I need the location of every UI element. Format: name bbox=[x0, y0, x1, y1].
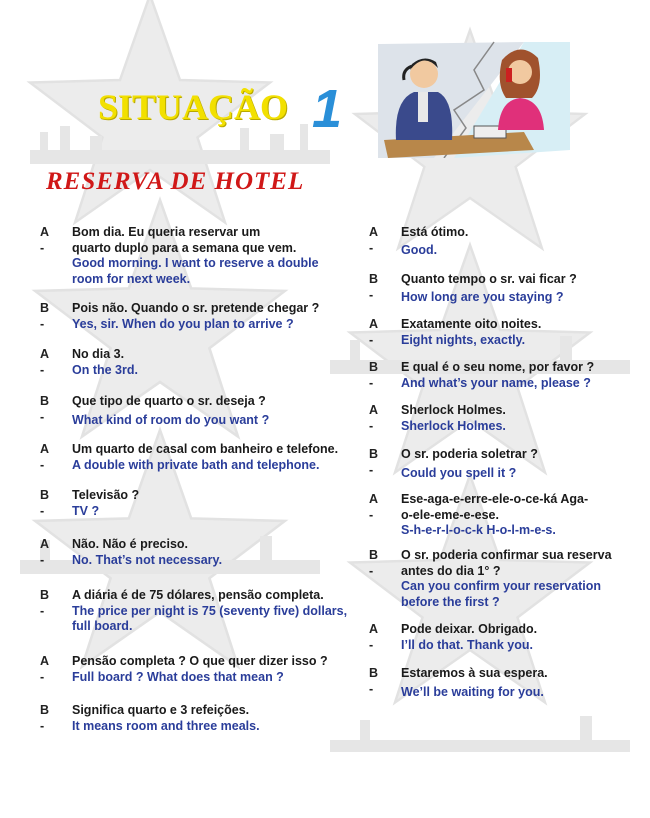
english-line: On the 3rd. bbox=[72, 362, 138, 377]
english-line: A double with private bath and telephone. bbox=[72, 457, 320, 472]
title-reserva-de-hotel: RESERVA DE HOTEL bbox=[46, 168, 305, 195]
speaker-label: A - bbox=[40, 347, 49, 377]
speaker-label: B - bbox=[40, 588, 50, 618]
english-line: It means room and three meals. bbox=[72, 718, 260, 733]
portuguese-line: o-ele-eme-e-ese. bbox=[401, 507, 499, 522]
english-line: Sherlock Holmes. bbox=[401, 418, 506, 433]
english-line: Good. bbox=[401, 242, 438, 257]
english-line: The price per night is 75 (seventy five) dollars, bbox=[72, 603, 348, 618]
english-line: Eight nights, exactly. bbox=[401, 332, 526, 347]
portuguese-line: Está ótimo. bbox=[401, 225, 469, 239]
portuguese-line: O sr. poderia confirmar sua reserva bbox=[401, 548, 612, 562]
english-line: No. That’s not necessary. bbox=[72, 552, 223, 567]
title-situacao: SITUAÇÃO bbox=[98, 87, 289, 127]
portuguese-line: Não. Não é preciso. bbox=[72, 537, 189, 551]
english-line: room for next week. bbox=[72, 271, 191, 286]
portuguese-line: Bom dia. Eu queria reservar um bbox=[72, 225, 261, 239]
speaker-label: A - bbox=[40, 537, 49, 567]
speaker-label: B - bbox=[369, 548, 379, 578]
speaker-label: B - bbox=[40, 394, 50, 424]
speaker-label: A - bbox=[369, 622, 378, 652]
speaker-label: B - bbox=[40, 488, 50, 518]
portuguese-line: Que tipo de quarto o sr. deseja ? bbox=[72, 394, 266, 408]
portuguese-line: Pois não. Quando o sr. pretende chegar ? bbox=[72, 301, 320, 315]
english-line: We’ll be waiting for you. bbox=[401, 684, 544, 699]
speaker-label: A - bbox=[40, 225, 49, 255]
portuguese-line: A diária é de 75 dólares, pensão completa. bbox=[72, 588, 324, 602]
speaker-label: A - bbox=[369, 225, 378, 255]
portuguese-line: Estaremos à sua espera. bbox=[401, 666, 548, 680]
english-line: before the first ? bbox=[401, 594, 500, 609]
portuguese-line: Significa quarto e 3 refeições. bbox=[72, 703, 250, 717]
english-line: Yes, sir. When do you plan to arrive ? bbox=[72, 316, 294, 331]
speaker-label: A - bbox=[369, 403, 378, 433]
speaker-label: A - bbox=[40, 442, 49, 472]
speaker-label: B - bbox=[40, 703, 50, 733]
english-line: S-h-e-r-l-o-c-k H-o-l-m-e-s. bbox=[401, 523, 556, 537]
english-line: Could you spell it ? bbox=[401, 465, 517, 480]
portuguese-line: Pode deixar. Obrigado. bbox=[401, 622, 538, 636]
portuguese-line: antes do dia 1° ? bbox=[401, 563, 501, 578]
portuguese-line: Exatamente oito noites. bbox=[401, 317, 542, 331]
english-line: Good morning. I want to reserve a double bbox=[72, 256, 319, 270]
portuguese-line: Pensão completa ? O que quer dizer isso ? bbox=[72, 654, 328, 668]
portuguese-line: Ese-aga-e-erre-ele-o-ce-ká Aga- bbox=[401, 492, 589, 506]
speaker-label: B - bbox=[369, 360, 379, 390]
portuguese-line: Um quarto de casal com banheiro e telefone. bbox=[72, 442, 339, 456]
portuguese-line: E qual é o seu nome, por favor ? bbox=[401, 360, 595, 374]
english-line: And what’s your name, please ? bbox=[401, 375, 591, 390]
english-line: How long are you staying ? bbox=[401, 289, 564, 304]
english-line: TV ? bbox=[72, 503, 100, 518]
portuguese-line: Quanto tempo o sr. vai ficar ? bbox=[401, 272, 577, 286]
portuguese-line: quarto duplo para a semana que vem. bbox=[72, 240, 297, 255]
english-line: I’ll do that. Thank you. bbox=[401, 637, 533, 652]
portuguese-line: Televisão ? bbox=[72, 488, 140, 502]
phone-call-illustration bbox=[374, 40, 570, 158]
english-line: full board. bbox=[72, 619, 133, 633]
portuguese-line: No dia 3. bbox=[72, 347, 125, 361]
speaker-label: A - bbox=[369, 317, 378, 347]
english-line: Full board ? What does that mean ? bbox=[72, 669, 284, 684]
speaker-label: B - bbox=[369, 272, 379, 302]
speaker-label: A - bbox=[369, 492, 378, 522]
english-line: What kind of room do you want ? bbox=[72, 412, 270, 427]
portuguese-line: Sherlock Holmes. bbox=[401, 403, 506, 417]
speaker-label: B - bbox=[40, 301, 50, 331]
speaker-label: B - bbox=[369, 666, 379, 696]
speaker-label: A - bbox=[40, 654, 49, 684]
speaker-label: B - bbox=[369, 447, 379, 477]
portuguese-line: O sr. poderia soletrar ? bbox=[401, 447, 538, 461]
english-line: Can you confirm your reservation bbox=[401, 579, 602, 593]
situation-number: 1 bbox=[312, 79, 343, 139]
